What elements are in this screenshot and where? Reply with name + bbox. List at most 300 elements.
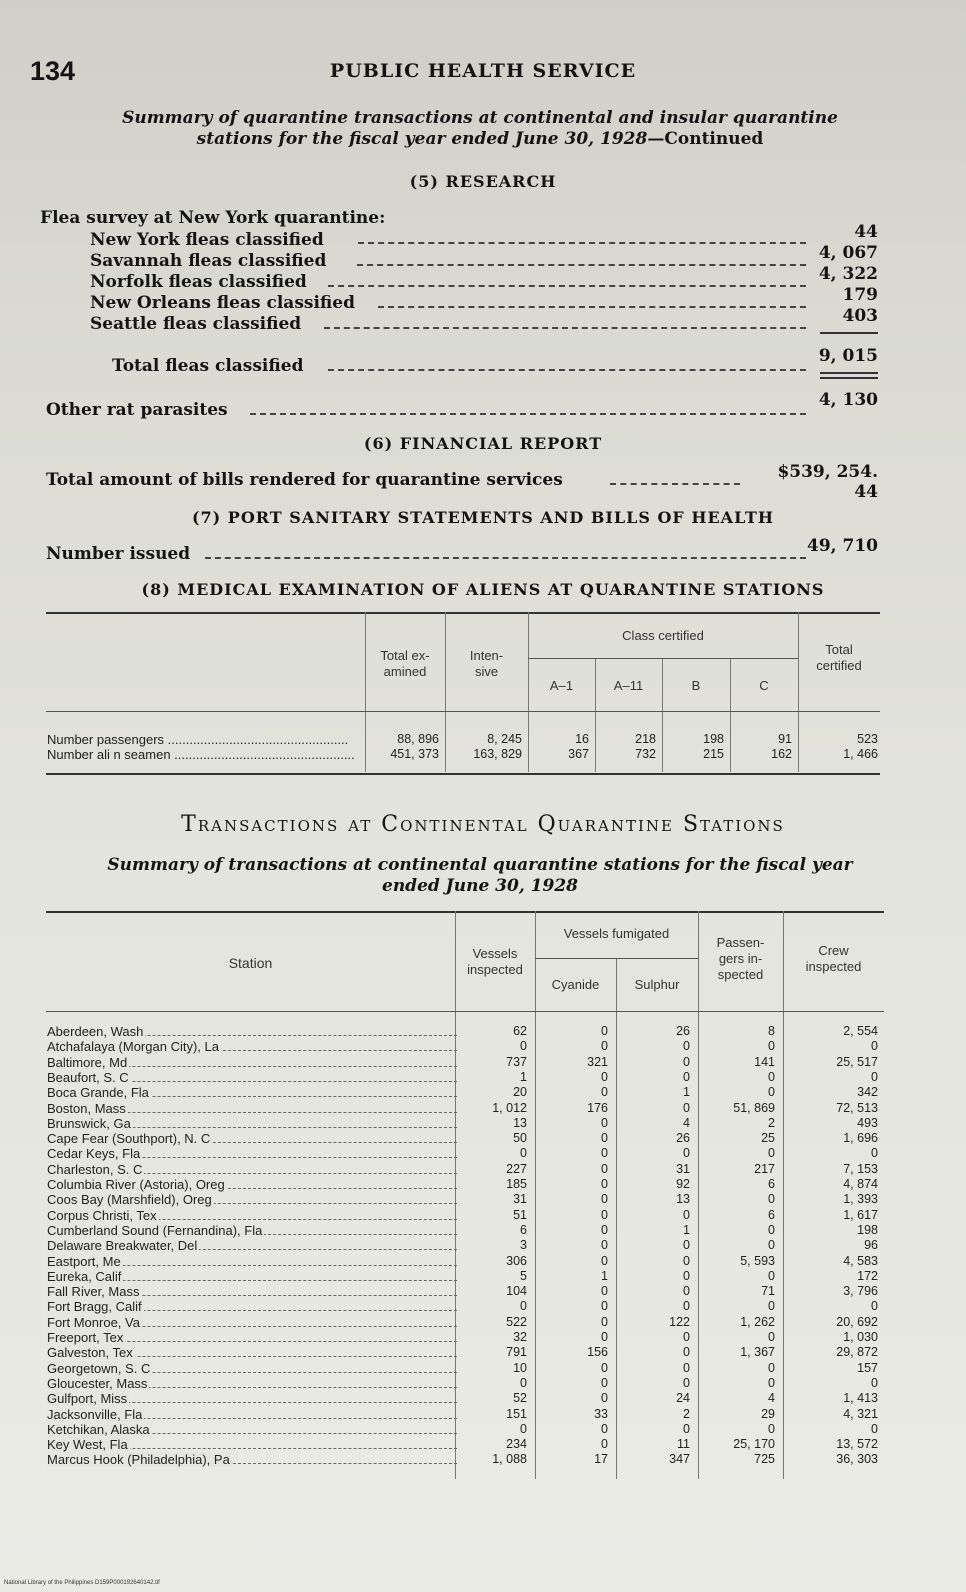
caption-line-1: Summary of quarantine transactions at continental and insular quarantine <box>122 108 838 128</box>
cell: 0 <box>871 1376 878 1390</box>
cell: 0 <box>768 1146 775 1160</box>
cell: 13 <box>676 1192 690 1206</box>
cell: 1 <box>601 1269 608 1283</box>
leader-dots <box>324 327 806 329</box>
cell: 198 <box>703 732 724 746</box>
station-label: Fall River, Mass <box>47 1284 140 1299</box>
double-rule-top <box>820 372 878 374</box>
research-item-label: New York fleas classified <box>90 230 324 250</box>
cell: 342 <box>857 1085 878 1099</box>
cell: 1 <box>520 1070 527 1084</box>
cell: 0 <box>601 1085 608 1099</box>
header-line: certified <box>816 658 862 673</box>
cell: 347 <box>669 1452 690 1466</box>
cell: 0 <box>601 1299 608 1313</box>
cell: 0 <box>601 1177 608 1191</box>
cell: 0 <box>768 1361 775 1375</box>
double-rule-bottom <box>820 377 878 379</box>
cell: 0 <box>601 1437 608 1451</box>
station-name <box>47 1162 457 1177</box>
cell: 104 <box>506 1284 527 1298</box>
cell: 62 <box>513 1024 527 1038</box>
cell: 1, 617 <box>843 1208 878 1222</box>
cell: 0 <box>520 1299 527 1313</box>
cell: 0 <box>768 1085 775 1099</box>
cell: 0 <box>601 1116 608 1130</box>
cell: 0 <box>683 1284 690 1298</box>
cell: 156 <box>587 1345 608 1359</box>
cell: 0 <box>601 1422 608 1436</box>
station-label: Fort Monroe, Va <box>47 1315 140 1330</box>
cell: 172 <box>857 1269 878 1283</box>
station-name <box>47 1361 457 1376</box>
cell: 26 <box>676 1131 690 1145</box>
cell: 72, 513 <box>836 1101 878 1115</box>
cell: 1, 413 <box>843 1391 878 1405</box>
col-header-vessels-inspected <box>455 946 535 978</box>
col-header-class-a1: A–1 <box>549 678 574 693</box>
total-fleas-value: 9, 015 <box>818 346 878 366</box>
cell: 6 <box>520 1223 527 1237</box>
cell: 4, 874 <box>843 1177 878 1191</box>
cell: 92 <box>676 1177 690 1191</box>
cell: 0 <box>601 1070 608 1084</box>
station-name <box>47 1238 457 1253</box>
col-header-total-certified <box>798 642 880 674</box>
cell: 0 <box>683 1070 690 1084</box>
cell: 11 <box>677 1437 690 1451</box>
cell: 0 <box>601 1039 608 1053</box>
station-label: Gulfport, Miss <box>47 1391 128 1406</box>
cell: 4 <box>768 1391 775 1405</box>
col-header-total-examined <box>365 648 445 680</box>
station-name <box>47 1422 457 1437</box>
cell: 0 <box>520 1146 527 1160</box>
cell: 51, 869 <box>733 1101 775 1115</box>
cell: 8 <box>768 1024 775 1038</box>
cell: 0 <box>683 1101 690 1115</box>
col-header-intensive <box>445 648 528 680</box>
cell: 6 <box>768 1208 775 1222</box>
cell: 0 <box>683 1208 690 1222</box>
cell: 51 <box>513 1208 527 1222</box>
cell: 0 <box>768 1192 775 1206</box>
col-header-vessels-fumigated: Vessels fumigated <box>563 926 670 941</box>
header-bottom-rule <box>46 1011 884 1012</box>
station-name <box>47 1070 457 1085</box>
cell: 16 <box>575 732 589 746</box>
station-label: Gloucester, Mass <box>47 1376 148 1391</box>
cell: 185 <box>506 1177 527 1191</box>
cell: 17 <box>594 1452 608 1466</box>
leader-dots <box>328 285 806 287</box>
cell: 791 <box>506 1345 527 1359</box>
cell: 0 <box>768 1376 775 1390</box>
leader-dots <box>328 369 806 371</box>
cell: 122 <box>669 1315 690 1329</box>
research-item-value: 4, 322 <box>818 264 878 284</box>
header-line: Passen- <box>716 935 765 950</box>
cell: 0 <box>683 1238 690 1252</box>
cell: 0 <box>601 1146 608 1160</box>
cell: 32 <box>513 1330 527 1344</box>
cell: 31 <box>676 1162 690 1176</box>
station-name <box>47 1208 457 1223</box>
cell: 0 <box>871 1299 878 1313</box>
cell: 0 <box>768 1070 775 1084</box>
col-header-class-b: B <box>691 678 701 693</box>
port-label: Number issued <box>46 544 191 564</box>
other-parasites-value: 4, 130 <box>818 390 878 410</box>
financial-value: $539, 254. 44 <box>777 462 878 502</box>
page-number: 134 <box>30 56 76 86</box>
cell: 0 <box>683 1055 690 1069</box>
row-label: Number ali n seamen .................................................. <box>47 747 355 762</box>
cell: 26 <box>676 1024 690 1038</box>
research-item-value: 403 <box>842 306 878 326</box>
research-item-value: 44 <box>854 222 878 242</box>
header-line: inspected <box>805 959 862 974</box>
caption-line-2-suffix: —Continued <box>647 129 764 149</box>
cell: 0 <box>683 1254 690 1268</box>
medical-heading: (8) MEDICAL EXAMINATION OF ALIENS AT QUARANTINE STATIONS <box>141 580 825 599</box>
station-name <box>47 1039 457 1054</box>
header-line: Vessels <box>472 946 518 961</box>
cell: 8, 245 <box>487 732 522 746</box>
sum-rule <box>820 332 878 334</box>
leader-dots <box>378 306 806 308</box>
station-name <box>47 1315 457 1330</box>
station-name <box>47 1116 457 1131</box>
station-label: Cedar Keys, Fla <box>47 1146 141 1161</box>
station-name <box>47 1345 457 1360</box>
station-label: Georgetown, S. C <box>47 1361 151 1376</box>
cell: 1, 367 <box>740 1345 775 1359</box>
cell: 0 <box>768 1299 775 1313</box>
station-name <box>47 1254 457 1269</box>
station-name <box>47 1269 457 1284</box>
cell: 737 <box>506 1055 527 1069</box>
cell: 29 <box>761 1407 775 1421</box>
research-item-label: Savannah fleas classified <box>90 251 327 271</box>
header-line: gers in- <box>718 951 763 966</box>
cell: 2 <box>683 1407 690 1421</box>
cell: 13, 572 <box>836 1437 878 1451</box>
station-name <box>47 1177 457 1192</box>
cell: 4, 583 <box>843 1254 878 1268</box>
cell: 50 <box>513 1131 527 1145</box>
station-label: Aberdeen, Wash <box>47 1024 144 1039</box>
cell: 163, 829 <box>473 747 522 761</box>
cell: 176 <box>587 1101 608 1115</box>
cell: 215 <box>703 747 724 761</box>
caption-line-2-italic: stations for the fiscal year ended June 30, 1928 <box>196 129 648 149</box>
research-item-label: Seattle fleas classified <box>90 314 302 334</box>
cell: 0 <box>871 1039 878 1053</box>
other-parasites-label: Other rat parasites <box>46 400 228 420</box>
leader-dots <box>610 483 740 485</box>
financial-heading: (6) FINANCIAL REPORT <box>363 434 603 453</box>
continental-title: Transactions at Continental Quarantine Stations <box>181 812 785 837</box>
cell: 10 <box>513 1361 527 1375</box>
caption-line-2 <box>60 129 900 150</box>
cell: 3, 796 <box>843 1284 878 1298</box>
cell: 0 <box>601 1024 608 1038</box>
cell: 5, 593 <box>740 1254 775 1268</box>
station-label: Freeport, Tex <box>47 1330 124 1345</box>
cell: 306 <box>506 1254 527 1268</box>
cell: 0 <box>601 1162 608 1176</box>
cell: 0 <box>871 1146 878 1160</box>
row-label-text: Number ali n seamen <box>47 747 171 762</box>
cell: 0 <box>683 1376 690 1390</box>
leader-dots <box>205 557 806 559</box>
station-label: Key West, Fla <box>47 1437 128 1452</box>
cell: 1, 466 <box>843 747 878 761</box>
cell: 4, 321 <box>843 1407 878 1421</box>
cell: 0 <box>520 1039 527 1053</box>
cell: 0 <box>768 1238 775 1252</box>
cell: 71 <box>761 1284 775 1298</box>
col-header-crew <box>783 943 884 975</box>
research-item-label: Norfolk fleas classified <box>90 272 307 292</box>
cell: 52 <box>513 1391 527 1405</box>
cell: 36, 303 <box>836 1452 878 1466</box>
station-label: Beaufort, S. C <box>47 1070 129 1085</box>
table-top-rule <box>46 612 880 614</box>
fumigated-subheader-rule <box>535 958 698 959</box>
leader-dots <box>358 242 806 244</box>
cell: 0 <box>683 1299 690 1313</box>
station-name <box>47 1437 457 1452</box>
station-name <box>47 1055 457 1070</box>
cell: 321 <box>587 1055 608 1069</box>
cell: 0 <box>768 1223 775 1237</box>
station-label: Boston, Mass <box>47 1101 126 1116</box>
header-line: sive <box>474 664 499 679</box>
station-label: Jacksonville, Fla <box>47 1407 143 1422</box>
cell: 1, 262 <box>740 1315 775 1329</box>
cell: 0 <box>871 1422 878 1436</box>
header-line: inspected <box>467 962 523 977</box>
station-label: Marcus Hook (Philadelphia), Pa <box>47 1452 230 1467</box>
continental-caption-line-2: ended June 30, 1928 <box>382 876 578 896</box>
row-label-text: Number passengers <box>47 732 165 747</box>
station-name <box>47 1192 457 1207</box>
station-label: Corpus Christi, Tex <box>47 1208 157 1223</box>
station-label: Cape Fear (Southport), N. C <box>47 1131 211 1146</box>
cell: 0 <box>601 1284 608 1298</box>
cell: 157 <box>857 1361 878 1375</box>
cell: 1, 088 <box>492 1452 527 1466</box>
col-header-cyanide: Cyanide <box>551 977 600 992</box>
leader-dots <box>250 413 806 415</box>
cell: 0 <box>683 1269 690 1283</box>
cell: 0 <box>768 1330 775 1344</box>
cell: 7, 153 <box>843 1162 878 1176</box>
cell: 20, 692 <box>836 1315 878 1329</box>
cell: 367 <box>568 747 589 761</box>
cell: 29, 872 <box>836 1345 878 1359</box>
cell: 141 <box>754 1055 775 1069</box>
station-name <box>47 1330 457 1345</box>
station-label: Eureka, Calif <box>47 1269 122 1284</box>
station-name <box>47 1146 457 1161</box>
cell: 217 <box>754 1162 775 1176</box>
cell: 0 <box>520 1422 527 1436</box>
station-name <box>47 1376 457 1391</box>
total-fleas-label: Total fleas classified <box>112 356 304 376</box>
station-name <box>47 1101 457 1116</box>
cell: 198 <box>857 1223 878 1237</box>
header-line: Crew <box>818 943 849 958</box>
cell: 0 <box>601 1192 608 1206</box>
header-line: Inten- <box>469 648 504 663</box>
row-label: Number passengers .................................................. <box>47 732 349 747</box>
cell: 0 <box>768 1422 775 1436</box>
station-label: Cumberland Sound (Fernandina), Fla <box>47 1223 263 1238</box>
cell: 218 <box>635 732 656 746</box>
research-item-label: New Orleans fleas classified <box>90 293 355 313</box>
cell: 88, 896 <box>397 732 439 746</box>
cell: 1 <box>683 1085 690 1099</box>
col-header-passengers <box>698 935 783 983</box>
cell: 5 <box>520 1269 527 1283</box>
cell: 0 <box>768 1269 775 1283</box>
cell: 1, 030 <box>843 1330 878 1344</box>
col-header-class-certified: Class certified <box>622 628 704 643</box>
cell: 24 <box>676 1391 690 1405</box>
station-name <box>47 1407 457 1422</box>
cell: 522 <box>506 1315 527 1329</box>
cell: 13 <box>513 1116 527 1130</box>
cell: 0 <box>683 1422 690 1436</box>
station-label: Delaware Breakwater, Del <box>47 1238 198 1253</box>
running-title: PUBLIC HEALTH SERVICE <box>329 60 637 82</box>
station-label: Columbia River (Astoria), Oreg <box>47 1177 225 1192</box>
station-label: Fort Bragg, Calif <box>47 1299 142 1314</box>
col-header-class-c: C <box>759 678 769 693</box>
station-label: Brunswick, Ga <box>47 1116 131 1131</box>
header-line: amined <box>383 664 427 679</box>
cell: 0 <box>683 1146 690 1160</box>
cell: 25 <box>761 1131 775 1145</box>
cell: 523 <box>857 732 878 746</box>
col-header-sulphur: Sulphur <box>634 977 680 992</box>
continental-caption-line-1: Summary of transactions at continental quarantine stations for the fiscal year <box>107 855 853 875</box>
cell: 725 <box>754 1452 775 1466</box>
cell: 6 <box>768 1177 775 1191</box>
cell: 25, 517 <box>836 1055 878 1069</box>
cell: 1, 393 <box>843 1192 878 1206</box>
cell: 0 <box>601 1131 608 1145</box>
cell: 20 <box>513 1085 527 1099</box>
col-header-class-a11: A–11 <box>613 678 644 693</box>
header-bottom-rule <box>46 711 880 712</box>
research-heading: (5) RESEARCH <box>409 172 557 191</box>
cell: 91 <box>778 732 792 746</box>
station-name <box>47 1223 457 1238</box>
cell: 0 <box>601 1208 608 1222</box>
class-subheader-rule <box>528 658 798 659</box>
station-name <box>47 1452 457 1467</box>
station-label: Charleston, S. C <box>47 1162 143 1177</box>
cell: 0 <box>871 1070 878 1084</box>
cell: 1, 696 <box>843 1131 878 1145</box>
cell: 25, 170 <box>733 1437 775 1451</box>
financial-label: Total amount of bills rendered for quarantine services <box>46 470 563 490</box>
cell: 1 <box>683 1223 690 1237</box>
port-heading: (7) PORT SANITARY STATEMENTS AND BILLS OF HEALTH <box>191 508 775 527</box>
cell: 2, 554 <box>843 1024 878 1038</box>
leader-dots <box>357 264 806 266</box>
cell: 0 <box>683 1361 690 1375</box>
station-name <box>47 1131 457 1146</box>
cell: 96 <box>864 1238 878 1252</box>
table-bottom-rule <box>46 773 880 775</box>
cell: 234 <box>506 1437 527 1451</box>
cell: 0 <box>601 1361 608 1375</box>
cell: 0 <box>601 1330 608 1344</box>
cell: 2 <box>768 1116 775 1130</box>
station-label: Coos Bay (Marshfield), Oreg <box>47 1192 212 1207</box>
cell: 0 <box>601 1391 608 1405</box>
cell: 0 <box>601 1254 608 1268</box>
cell: 3 <box>520 1238 527 1252</box>
cell: 31 <box>513 1192 527 1206</box>
station-name <box>47 1284 457 1299</box>
cell: 0 <box>601 1315 608 1329</box>
header-line: Total ex- <box>380 648 430 663</box>
station-label: Baltimore, Md <box>47 1055 128 1070</box>
research-item-value: 4, 067 <box>818 243 878 263</box>
cell: 0 <box>601 1376 608 1390</box>
station-label: Ketchikan, Alaska <box>47 1422 150 1437</box>
header-line: Total <box>825 642 853 657</box>
cell: 732 <box>635 747 656 761</box>
header-line: spected <box>717 967 764 982</box>
cell: 451, 373 <box>390 747 439 761</box>
cell: 0 <box>520 1376 527 1390</box>
cell: 4 <box>683 1116 690 1130</box>
cell: 0 <box>768 1039 775 1053</box>
station-label: Eastport, Me <box>47 1254 121 1269</box>
station-name <box>47 1085 457 1100</box>
cell: 33 <box>594 1407 608 1421</box>
cell: 0 <box>601 1223 608 1237</box>
cell: 0 <box>683 1345 690 1359</box>
research-item-value: 179 <box>842 285 878 305</box>
cell: 0 <box>601 1238 608 1252</box>
station-label: Atchafalaya (Morgan City), La <box>47 1039 219 1054</box>
cell: 493 <box>857 1116 878 1130</box>
research-intro: Flea survey at New York quarantine: <box>40 208 386 228</box>
col-header-station: Station <box>228 955 273 971</box>
cell: 0 <box>683 1330 690 1344</box>
station-name <box>47 1391 457 1406</box>
cell: 227 <box>506 1162 527 1176</box>
port-value: 49, 710 <box>807 536 878 556</box>
station-name <box>47 1024 457 1039</box>
cell: 0 <box>683 1039 690 1053</box>
cell: 1, 012 <box>492 1101 527 1115</box>
station-label: Boca Grande, Fla <box>47 1085 149 1100</box>
station-name <box>47 1299 457 1314</box>
table-top-rule <box>46 911 884 913</box>
footer-text: National Library of the Philippines D159P000192640142.tif <box>4 1580 160 1586</box>
cell: 162 <box>771 747 792 761</box>
cell: 151 <box>506 1407 527 1421</box>
